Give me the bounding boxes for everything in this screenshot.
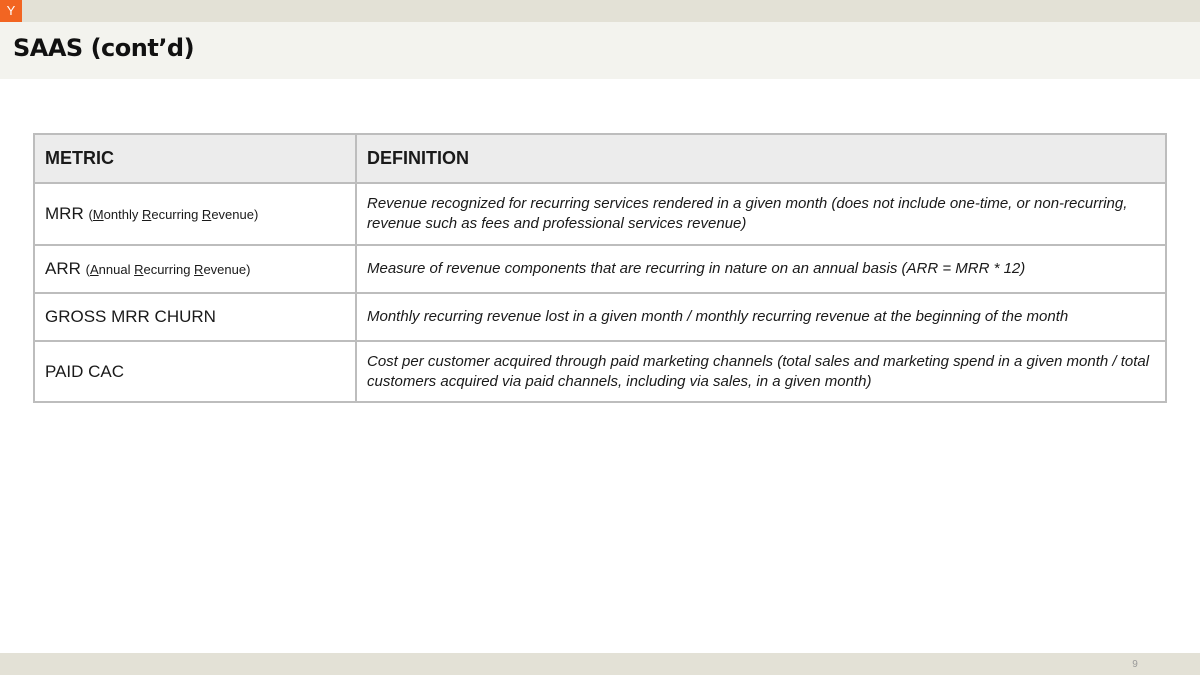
metric-cell bbox=[34, 245, 356, 293]
metric-expansion: (Annual Recurring Revenue) bbox=[85, 262, 251, 277]
metric-cell: GROSS MRR CHURN bbox=[34, 293, 356, 341]
metric-name: MRR bbox=[45, 204, 84, 223]
logo-icon: Y bbox=[0, 0, 22, 22]
definition-cell: Monthly recurring revenue lost in a given month / monthly recurring revenue at the beginning of the month bbox=[356, 293, 1166, 341]
metric-cell bbox=[34, 183, 356, 245]
column-header-definition: DEFINITION bbox=[356, 134, 1166, 183]
top-bar bbox=[0, 0, 1200, 22]
column-header-metric: METRIC bbox=[34, 134, 356, 183]
definition-cell: Revenue recognized for recurring services rendered in a given month (does not include one-time, or non-recurring, revenue such as fees and professional services revenue) bbox=[356, 183, 1166, 245]
table-row bbox=[34, 341, 1166, 402]
metric-cell: PAID CAC bbox=[34, 341, 356, 402]
metric-name: ARR bbox=[45, 259, 81, 278]
table-header-row bbox=[34, 134, 1166, 183]
page-number: 9 bbox=[1132, 659, 1138, 670]
definition-cell: Cost per customer acquired through paid marketing channels (total sales and marketing spend in a given month / total customers acquired via paid channels, including via sales, in a given month) bbox=[356, 341, 1166, 402]
definition-cell: Measure of revenue components that are recurring in nature on an annual basis (ARR = MRR * 12) bbox=[356, 245, 1166, 293]
footer-bar bbox=[0, 653, 1200, 675]
metric-expansion: (Monthly Recurring Revenue) bbox=[88, 207, 259, 222]
table-row bbox=[34, 183, 1166, 245]
page-title: SAAS (cont’d) bbox=[13, 34, 195, 62]
metrics-table bbox=[33, 133, 1167, 403]
table-row bbox=[34, 293, 1166, 341]
table-row bbox=[34, 245, 1166, 293]
